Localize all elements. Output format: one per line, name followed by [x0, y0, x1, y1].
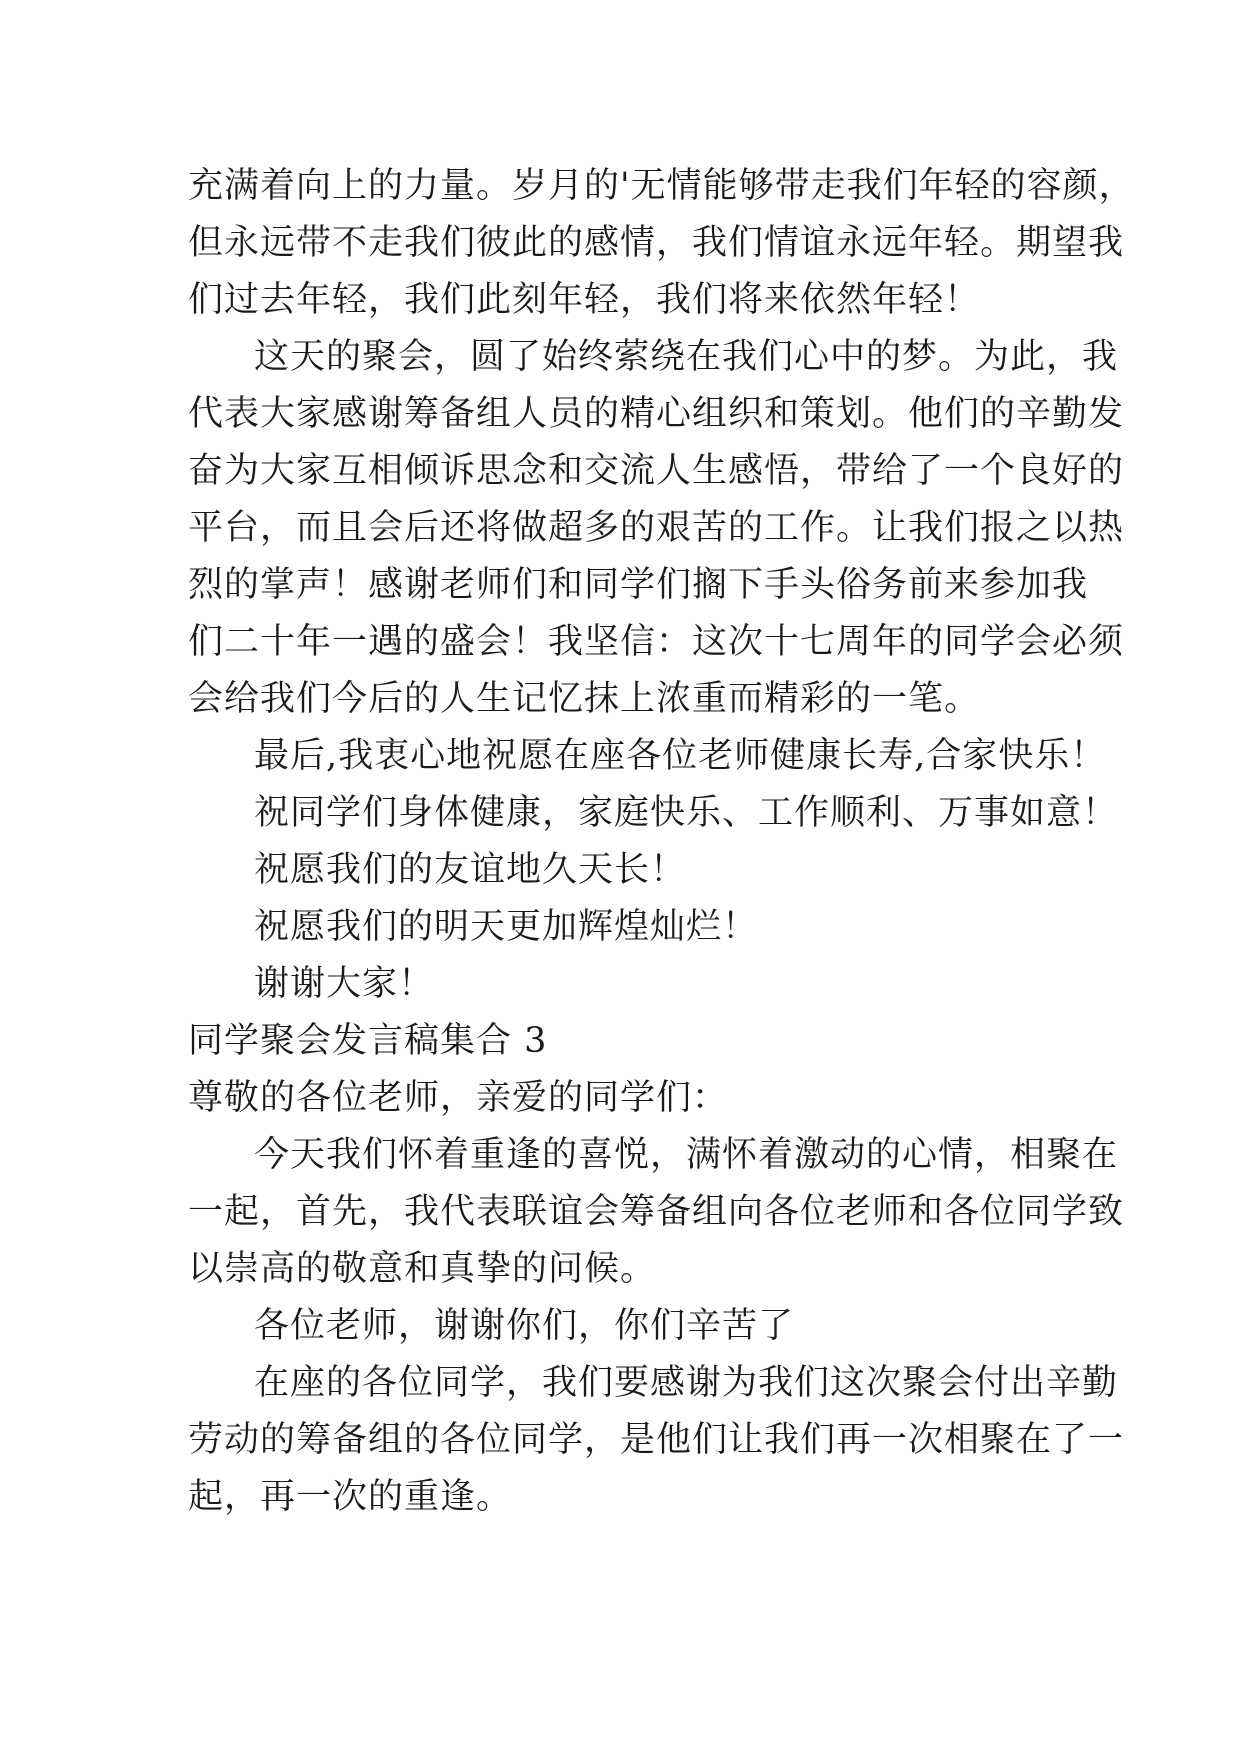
text-line: 会给我们今后的人生记忆抹上浓重而精彩的一笔。 — [188, 679, 981, 719]
text-line: 谢谢大家！ — [254, 964, 435, 1004]
text-line: 们过去年轻，我们此刻年轻，我们将来依然年轻！ — [188, 280, 981, 320]
text-line: 平台，而且会后还将做超多的艰苦的工作。让我们报之以热 — [188, 508, 1125, 548]
text-line: 今天我们怀着重逢的喜悦，满怀着激动的心情，相聚在 — [254, 1135, 1119, 1175]
text-line: 代表大家感谢筹备组人员的精心组织和策划。他们的辛勤发 — [188, 394, 1125, 434]
text-line: 祝同学们身体健康，家庭快乐、工作顺利、万事如意！ — [254, 793, 1119, 833]
text-line: 但永远带不走我们彼此的感情，我们情谊永远年轻。期望我 — [188, 223, 1125, 263]
text-line: 祝愿我们的友谊地久天长！ — [254, 850, 687, 890]
salutation: 尊敬的各位老师，亲爱的同学们： — [188, 1078, 729, 1118]
text-line: 以崇高的敬意和真挚的问候。 — [188, 1249, 657, 1289]
text-line: 在座的各位同学，我们要感谢为我们这次聚会付出辛勤 — [254, 1363, 1119, 1403]
text-line: 这天的聚会，圆了始终萦绕在我们心中的梦。为此，我 — [254, 337, 1119, 377]
text-line: 一起，首先，我代表联谊会筹备组向各位老师和各位同学致 — [188, 1192, 1125, 1232]
text-line: 充满着向上的力量。岁月的'无情能够带走我们年轻的容颜， — [188, 166, 1135, 206]
text-line: 祝愿我们的明天更加辉煌灿烂！ — [254, 907, 759, 947]
text-line: 烈的掌声！感谢老师们和同学们搁下手头俗务前来参加我 — [188, 565, 1089, 605]
text-line: 劳动的筹备组的各位同学，是他们让我们再一次相聚在了一 — [188, 1420, 1125, 1460]
text-line: 最后,我衷心地祝愿在座各位老师健康长寿,合家快乐！ — [254, 736, 1107, 776]
text-line: 起，再一次的重逢。 — [188, 1477, 513, 1517]
text-line: 奋为大家互相倾诉思念和交流人生感悟，带给了一个良好的 — [188, 451, 1125, 491]
text-line: 各位老师，谢谢你们，你们辛苦了 — [254, 1306, 795, 1346]
text-line: 们二十年一遇的盛会！我坚信：这次十七周年的同学会必须 — [188, 622, 1125, 662]
section-heading: 同学聚会发言稿集合 3 — [188, 1021, 548, 1061]
